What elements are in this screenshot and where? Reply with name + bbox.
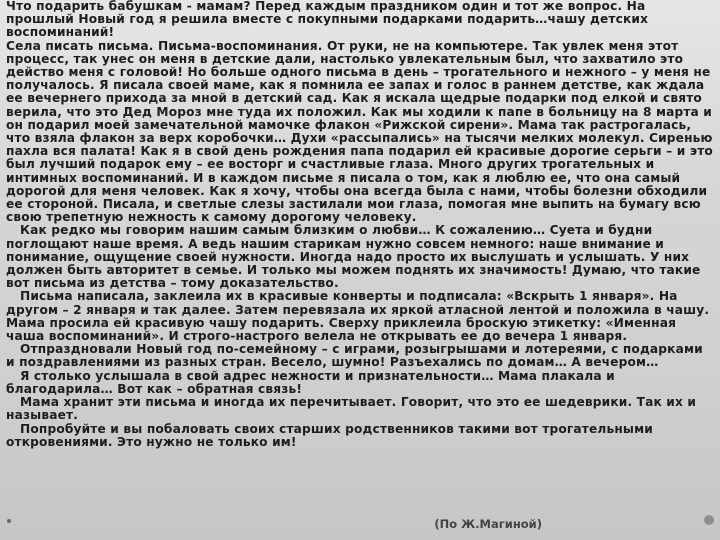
paragraph-love: Как редко мы говорим нашим самым близким о любви… К сожалению… Суета и будни поглощают наше время. А ведь нашим старикам нужно совсем немного: наше внимание и понимание, ощущение своей нужности. Иногда надо просто их выслушать и услышать. У них должен быть авторитет в семье. И только мы можем поднять их значимость! Думаю, что такие вот письма из детства – тому доказательство. [6,223,705,291]
bullet-dot-icon [7,519,11,523]
author-credit: (По Ж.Магиной) [434,517,542,531]
circle-dot-icon [704,515,714,525]
paragraph-bowl: Письма написала, заклеила их в красивые конверты и подписала: «Вскрыть 1 января». На другом – 2 января и так далее. Затем перевязала их яркой атласной лентой и положила в чашу. Мама просила ей красивую чашу подарить. Сверху приклеила броскую этикетку: «Именная чаша воспоминаний». И строго-настрого велела не открывать ее до вечера 1 января. [6,289,714,344]
paragraph-new-year: Отпраздновали Новый год по-семейному – с играми, розыгрышами и лотереями, с подарками и поздравлениями из разных стран. Весело, шумно! Разъехались по домам… А вечером… [6,342,708,370]
story-text [6,0,718,449]
paragraph-call-to-action: Попробуйте и вы побаловать своих старших родственников такими вот трогательными откровениями. Это нужно не только им! [6,421,658,449]
paragraph-masterpieces: Мама хранит эти письма и иногда их перечитывает. Говорит, что это ее шедеврики. Так их и называет. [6,395,701,423]
paragraph-feedback: Я столько услышала в свой адрес нежности и признательности… Мама плакала и благодарила… Вот как – обратная связь! [6,368,620,396]
paragraph-letters: Села писать письма. Письма-воспоминания. От руки, не на компьютере. Так увлек меня этот процесс, так унес он меня в детские дали, настолько увлекательным был, что захватило это действо меня с головой! Но больше одного письма в день – трогательного и нежного – у меня не получалось. Я писала своей маме, как я помнила ее запах и голос в раннем детстве, как ждала ее вечернего прихода за мной в детский сад. Как я искала щедрые подарки под елкой и свято верила, что это Дед Мороз мне туда их положил. Как мы ходили к папе в больницу на 8 марта и он подарил моей замечательной мамочке флакон «Рижской сирени». Мама так растрогалась, что взяла флакон за верх коробочки… Духи «рассыпались» на тысячи мелких молекул. Сиренью пахла вся палата! Как я в свой день рождения папа подарил ей красивые дорогие серьги – и это был лучший подарок ему – ее восторг и счастливые глаза. Много других трогательных и интимных воспоминаний. И в каждом письме я писала о том, как я люблю ее, что она самый дорогой для меня человек. Как я хочу, чтобы она всегда была с нами, чтобы болезни обходили ее стороной. Писала, и светлые слезы застилали мои глаза, помогая мне выпить на бумагу всю свою трепетную нежность к самому дорогому человеку. [6,38,718,225]
paragraph-intro: Что подарить бабушкам - мамам? Перед каждым праздником один и тот же вопрос. На прошлый Новый год я решила вместе с покупными подарками подарить…чашу детских воспоминаний! [6,0,653,40]
